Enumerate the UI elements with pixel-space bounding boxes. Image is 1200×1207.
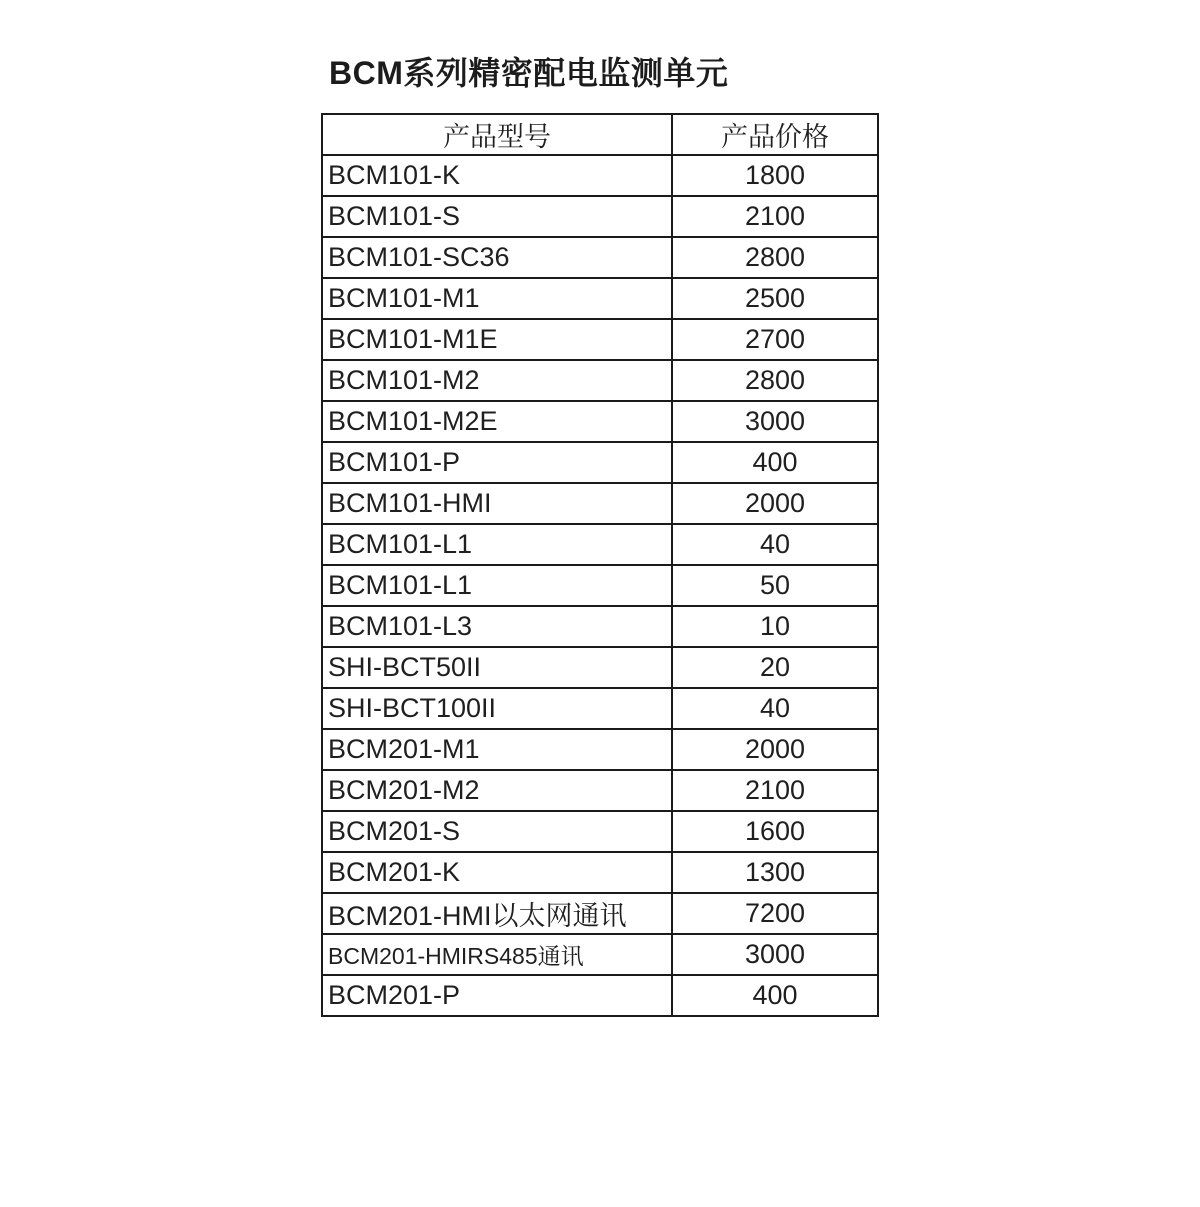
price-cell: 400 xyxy=(672,442,878,483)
price-cell: 2800 xyxy=(672,237,878,278)
table-row xyxy=(322,729,878,770)
model-cell: BCM101-M2E xyxy=(322,401,672,442)
price-cell: 20 xyxy=(672,647,878,688)
price-cell: 40 xyxy=(672,688,878,729)
model-cell: BCM201-M2 xyxy=(322,770,672,811)
price-cell: 2000 xyxy=(672,483,878,524)
table-row xyxy=(322,893,878,934)
price-cell: 2100 xyxy=(672,770,878,811)
model-cell: BCM101-S xyxy=(322,196,672,237)
price-cell: 7200 xyxy=(672,893,878,934)
model-cell: BCM101-M1 xyxy=(322,278,672,319)
price-cell: 2800 xyxy=(672,360,878,401)
model-cell: BCM201-P xyxy=(322,975,672,1016)
model-cell: SHI-BCT50II xyxy=(322,647,672,688)
model-cell: BCM101-L1 xyxy=(322,565,672,606)
price-cell: 1800 xyxy=(672,155,878,196)
table-header-price: 产品价格 xyxy=(672,114,878,155)
model-cell: BCM201-HMIRS485通讯 xyxy=(322,934,672,975)
table-row xyxy=(322,565,878,606)
price-cell: 1300 xyxy=(672,852,878,893)
table-row xyxy=(322,852,878,893)
model-cell: BCM201-S xyxy=(322,811,672,852)
table-row xyxy=(322,155,878,196)
table-row xyxy=(322,934,878,975)
price-cell: 10 xyxy=(672,606,878,647)
model-cell: BCM101-M2 xyxy=(322,360,672,401)
model-cell: SHI-BCT100II xyxy=(322,688,672,729)
table-header-model: 产品型号 xyxy=(322,114,672,155)
table-row xyxy=(322,811,878,852)
price-cell: 3000 xyxy=(672,401,878,442)
model-cell: BCM101-HMI xyxy=(322,483,672,524)
price-cell: 2500 xyxy=(672,278,878,319)
price-cell: 1600 xyxy=(672,811,878,852)
table-row xyxy=(322,237,878,278)
price-cell: 40 xyxy=(672,524,878,565)
model-cell: BCM201-M1 xyxy=(322,729,672,770)
price-cell: 2000 xyxy=(672,729,878,770)
model-cell: BCM101-P xyxy=(322,442,672,483)
table-row xyxy=(322,278,878,319)
table-row xyxy=(322,524,878,565)
table-row xyxy=(322,688,878,729)
product-price-table xyxy=(321,113,879,1017)
table-row xyxy=(322,442,878,483)
model-cell: BCM101-L1 xyxy=(322,524,672,565)
table-row xyxy=(322,483,878,524)
price-cell: 3000 xyxy=(672,934,878,975)
table-row xyxy=(322,647,878,688)
model-cell: BCM201-K xyxy=(322,852,672,893)
page-title: BCM系列精密配电监测单元 xyxy=(329,55,729,91)
model-cell: BCM101-M1E xyxy=(322,319,672,360)
price-cell: 2100 xyxy=(672,196,878,237)
table-row xyxy=(322,401,878,442)
table-row xyxy=(322,606,878,647)
table-row xyxy=(322,196,878,237)
model-cell: BCM201-HMI以太网通讯 xyxy=(322,893,672,934)
table-body xyxy=(322,155,878,1016)
model-cell: BCM101-SC36 xyxy=(322,237,672,278)
price-cell: 50 xyxy=(672,565,878,606)
model-cell: BCM101-K xyxy=(322,155,672,196)
price-cell: 2700 xyxy=(672,319,878,360)
table-row xyxy=(322,770,878,811)
table-row xyxy=(322,975,878,1016)
table-row xyxy=(322,360,878,401)
table-row xyxy=(322,319,878,360)
table-header-row xyxy=(322,114,878,155)
price-cell: 400 xyxy=(672,975,878,1016)
model-cell: BCM101-L3 xyxy=(322,606,672,647)
